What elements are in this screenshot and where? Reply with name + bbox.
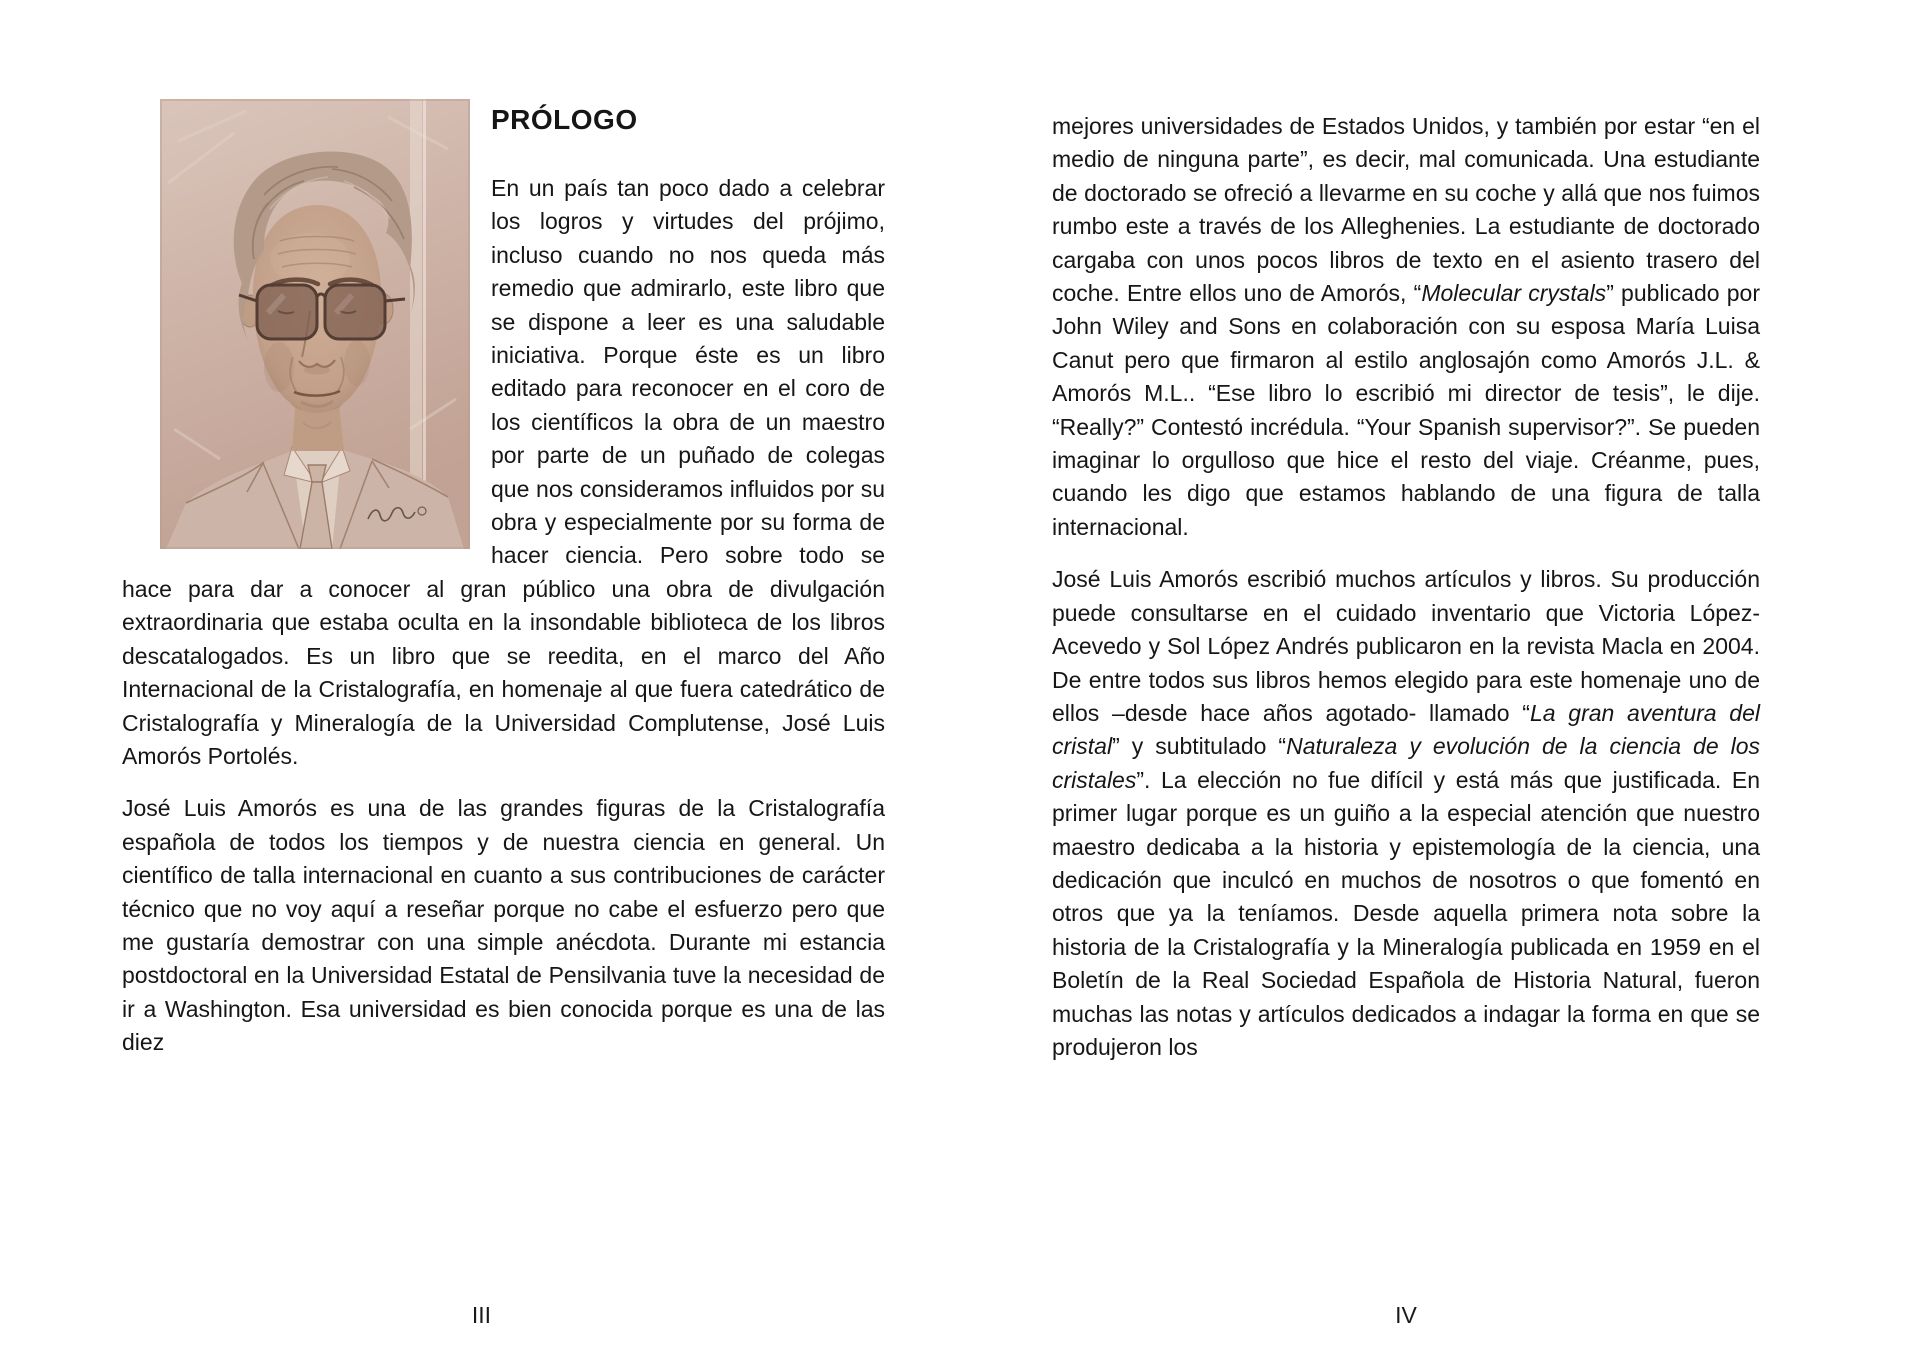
- right-paragraph-1: [1052, 110, 1760, 544]
- page-title: PRÓLOGO: [491, 104, 638, 135]
- paragraph-text: ” publicado por John Wiley and Sons en colaboración con su esposa María Luisa Canut pero que firmaron al estilo anglosajón como Amorós J.L. & Amorós M.L.. “Ese libro lo escribió mi director de tesis”, le dije. “Really?” Contestó incrédula. “Your Spanish supervisor?”. Se pueden imaginar lo orgulloso que hice el resto del viaje. Créanme, pues, cuando les digo que estamos hablando de una figura de talla internacional.: [1052, 280, 1760, 540]
- book-title-italic: La gran aventura del cristal: [1052, 699, 1760, 760]
- book-title-italic: Molecular crystals: [1421, 280, 1607, 307]
- left-page: [122, 99, 885, 1060]
- right-page: [1052, 110, 1760, 1064]
- right-paragraph-2: [1052, 563, 1760, 1064]
- paragraph-text: ”. La elección no fue difícil y está más que justificada. En primer lugar porque es un guiño a la especial atención que nuestro maestro dedicaba a la historia y epistemología de la ciencia, una dedicación que inculcó en muchos de nosotros o que fomentó en otros que ya la teníamos. Desde aquella primera nota sobre la historia de la Cristalografía y la Mineralogía publicada en 1959 en el Boletín de la Real Sociedad Española de Historia Natural, fueron muchas las notas y artículos dedicados a indagar la forma en que se produjeron los: [1052, 766, 1760, 1060]
- left-paragraph-1: En un país tan poco dado a celebrar los logros y virtudes del prójimo, incluso cuando no nos queda más remedio que admirarlo, este libro que se dispone a leer es una saludable iniciativa. Porque éste es un libro editado para reconocer en el coro de los científicos la obra de un maestro por parte de un puñado de colegas que nos consideramos influidos por su obra y especialmente por su forma de hacer ciencia. Pero sobre todo se hace para dar a conocer al gran público una obra de divulgación extraordinaria que estaba oculta en la insondable biblioteca de los libros descatalogados. Es un libro que se reedita, en el marco del Año Internacional de la Cristalografía, en homenaje al que fuera catedrático de Cristalografía y Mineralogía de la Universidad Complutense, José Luis Amorós Portolés.: [122, 175, 885, 769]
- book-subtitle-italic: Naturaleza y evolución de la ciencia de los cristales: [1052, 733, 1760, 793]
- page-number-left: III: [471, 1302, 492, 1328]
- paragraph-text: ” y subtitulado “: [1112, 733, 1287, 760]
- paragraph-text: mejores universidades de Estados Unidos, y también por estar “en el medio de ninguna parte”, es decir, mal comunicada. Una estudiante de doctorado se ofreció a llevarme en su coche y allá que nos fuimos rumbo este a través de los Alleghenies. La estudiante de doctorado cargaba con unos pocos libros de texto en el asiento trasero del coche. Entre ellos uno de Amorós, “: [1052, 113, 1760, 307]
- portrait-image: [160, 99, 470, 549]
- portrait-illustration: [160, 99, 470, 549]
- paragraph-text: José Luis Amorós escribió muchos artículos y libros. Su producción puede consultarse en el cuidado inventario que Victoria López-Acevedo y Sol López Andrés publicaron en la revista Macla en 2004. De entre todos sus libros hemos elegido para este homenaje uno de ellos –desde hace años agotado- llamado “: [1052, 566, 1760, 726]
- page-number-right: IV: [1395, 1302, 1417, 1328]
- left-paragraph-2: José Luis Amorós es una de las grandes figuras de la Cristalografía española de todos los tiempos y de nuestra ciencia en general. Un científico de talla internacional en cuanto a sus contribuciones de carácter técnico que no voy aquí a reseñar porque no cabe el esfuerzo pero que me gustaría demostrar con una simple anécdota. Durante mi estancia postdoctoral en la Universidad Estatal de Pensilvania tuve la necesidad de ir a Washington. Esa universidad es bien conocida porque es una de las diez: [122, 795, 885, 1056]
